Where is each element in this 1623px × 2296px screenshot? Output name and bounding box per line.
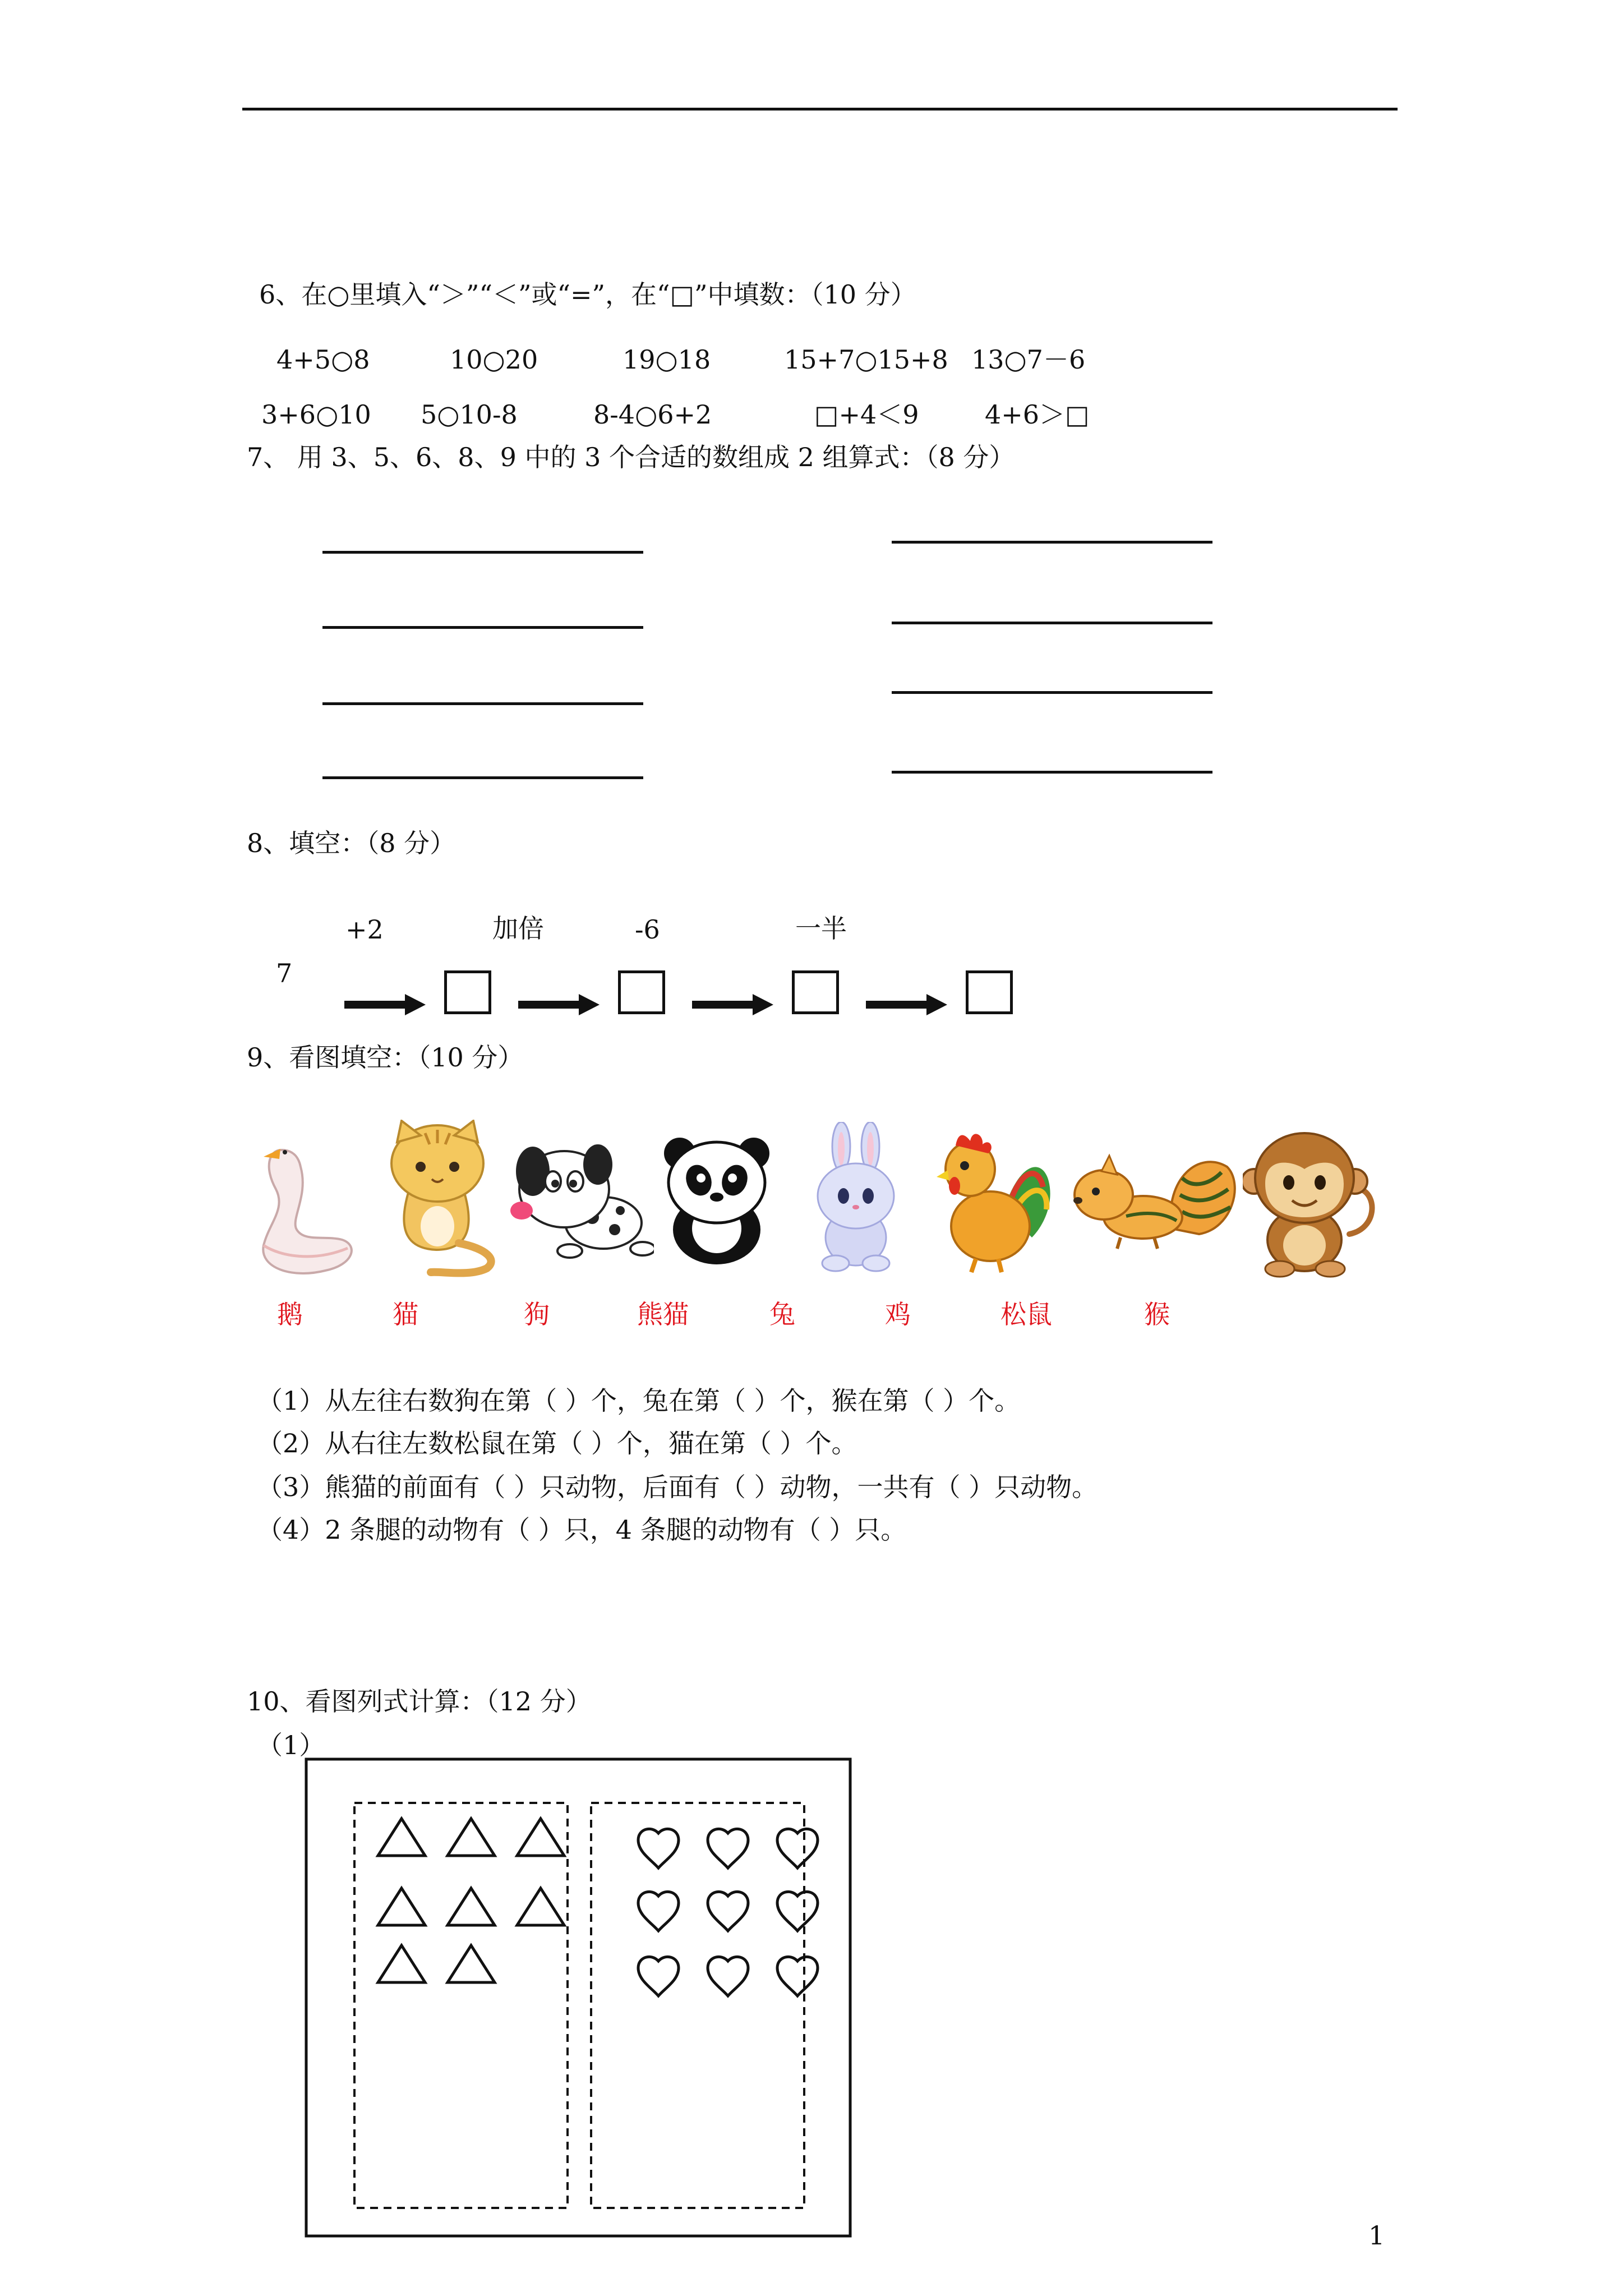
q6-r1-item1: 4+5○8 <box>276 344 370 375</box>
animal-label-squirrel: 松鼠 <box>1000 1299 1052 1329</box>
q9-question-2: （2）从右往左数松鼠在第（ ）个，猫在第（ ）个。 <box>257 1428 857 1458</box>
cat-icon <box>375 1120 504 1280</box>
arrow-right-icon <box>518 993 600 1016</box>
q6-r1-item3: 19○18 <box>623 344 711 375</box>
q9-question-4: （4）2 条腿的动物有（ ）只，4 条腿的动物有（ ）只。 <box>257 1515 907 1545</box>
arrow-right-icon <box>692 993 773 1016</box>
q9-question-1: （1）从左往右数狗在第（ ）个，兔在第（ ）个，猴在第（ ）个。 <box>257 1386 1021 1416</box>
q8-op-1: +2 <box>345 914 384 945</box>
arrow-right-icon <box>344 993 426 1016</box>
q8-start-number: 7 <box>276 958 293 988</box>
q8-op-4: 一半 <box>795 913 847 944</box>
heart-icon <box>638 1829 818 1996</box>
animal-label-goose: 鹅 <box>277 1299 303 1329</box>
q8-title: 8、填空：（8 分） <box>247 828 456 858</box>
answer-line-left-4 <box>322 776 643 779</box>
animal-label-dog: 狗 <box>524 1299 550 1329</box>
panda-icon <box>661 1134 773 1269</box>
q6-r2-item5: 4+6＞□ <box>985 399 1090 430</box>
q6-title: 6、在○里填入“＞”“＜”或“=”，在“□”中填数：（10 分） <box>259 279 916 310</box>
answer-line-left-3 <box>322 702 643 705</box>
page-number: 1 <box>1368 2220 1385 2251</box>
answer-box-2[interactable] <box>618 970 665 1014</box>
animal-label-cat: 猫 <box>393 1299 418 1329</box>
q6-r1-item2: 10○20 <box>450 344 538 375</box>
monkey-icon <box>1243 1128 1377 1279</box>
answer-line-right-1 <box>892 541 1212 544</box>
answer-line-left-1 <box>322 551 643 554</box>
animal-label-rabbit: 兔 <box>769 1299 795 1329</box>
squirrel-icon <box>1070 1144 1238 1257</box>
answer-box-4[interactable] <box>966 970 1013 1014</box>
q7-title: 7、 用 3、5、6、8、9 中的 3 个合适的数组成 2 组算式：（8 分） <box>247 442 1015 472</box>
q9-question-3: （3）熊猫的前面有（ ）只动物，后面有（ ）动物，一共有（ ）只动物。 <box>257 1472 1098 1502</box>
header-rule <box>242 108 1398 111</box>
answer-line-right-3 <box>892 691 1212 694</box>
q6-r1-item5: 13○7－6 <box>971 344 1086 375</box>
answer-box-3[interactable] <box>792 970 839 1014</box>
q6-r2-item4: □+4＜9 <box>814 399 919 430</box>
answer-line-right-2 <box>892 622 1212 624</box>
q10-sub-label: （1） <box>257 1730 325 1760</box>
rooster-icon <box>937 1125 1054 1277</box>
q9-title: 9、看图填空：（10 分） <box>247 1042 524 1073</box>
q6-r2-item3: 8-4○6+2 <box>593 399 712 430</box>
animal-label-monkey: 猴 <box>1144 1299 1170 1329</box>
q6-r1-item4: 15+7○15+8 <box>784 344 948 375</box>
answer-line-left-2 <box>322 626 643 629</box>
dog-icon <box>502 1139 654 1268</box>
arrow-right-icon <box>866 993 947 1016</box>
q8-op-2: 加倍 <box>492 913 544 944</box>
triangle-icon <box>378 1819 564 1982</box>
rabbit-icon <box>809 1122 904 1273</box>
q6-r2-item1: 3+6○10 <box>261 399 371 430</box>
q8-op-3: -6 <box>635 914 660 945</box>
goose-icon <box>247 1128 359 1279</box>
q10-title: 10、看图列式计算：（12 分） <box>247 1686 592 1717</box>
q6-r2-item2: 5○10-8 <box>421 399 518 430</box>
answer-box-1[interactable] <box>444 970 491 1014</box>
animal-label-panda: 熊猫 <box>637 1299 689 1329</box>
animal-label-rooster: 鸡 <box>885 1299 911 1329</box>
q10-picture <box>303 1756 858 2249</box>
answer-line-right-4 <box>892 771 1212 774</box>
